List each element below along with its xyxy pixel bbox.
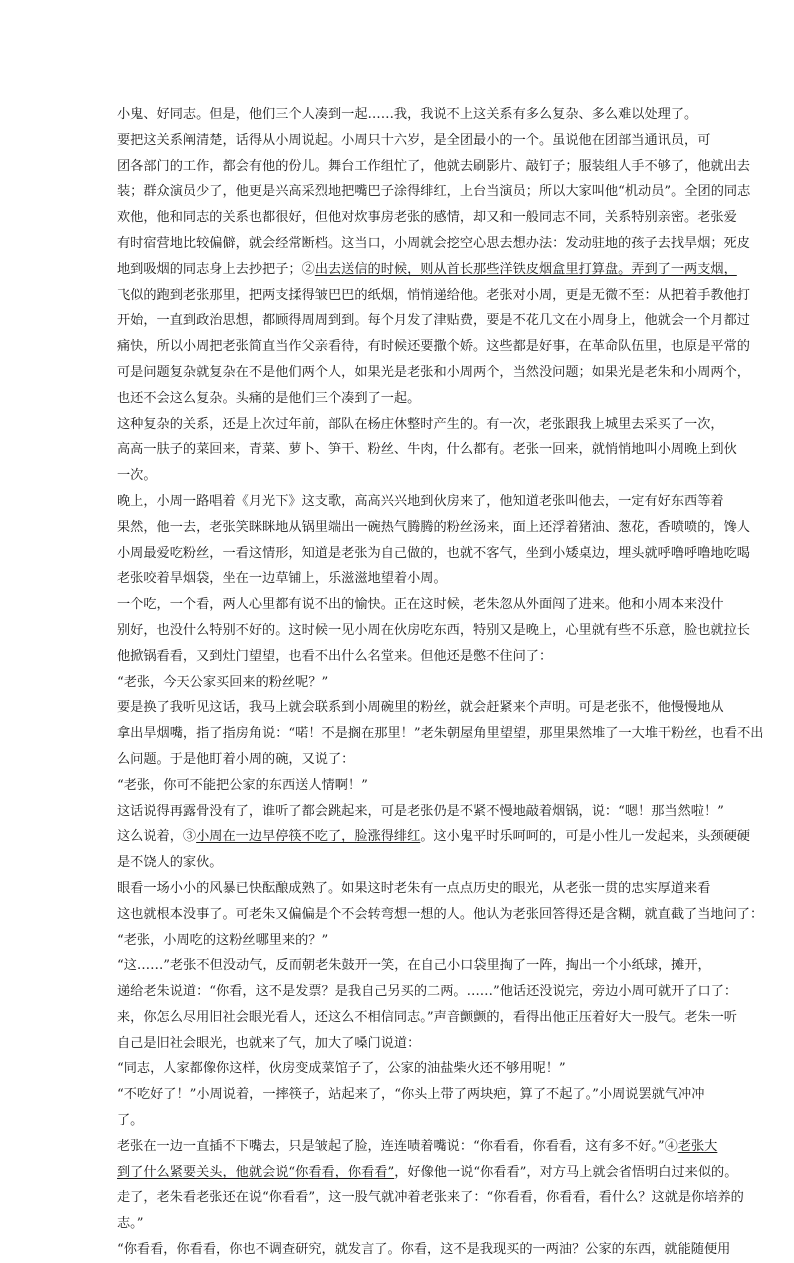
text-line: “老张，今天公家买回来的粉丝呢？” — [117, 674, 329, 690]
text-line: “老张，你可不能把公家的东西送人情啊！” — [117, 777, 368, 793]
text-line: 可是问题复杂就复杂在不是他们两个人，如果光是老张和小周两个，当然没问题；如果光是老朱和小周两个， — [117, 364, 750, 380]
line-suffix: ，好像他一说“你看看”，对方马上就会省悟明白过来似的。 — [394, 1164, 738, 1180]
underlined-sentence-2: 出去送信的时候，则从首长那些洋铁皮烟盒里打算盘。弄到了一两支烟， — [314, 261, 737, 277]
text-line-underlined — [117, 257, 794, 283]
text-line: 也还不会这么复杂。头痛的是他们三个凑到了一起。 — [117, 390, 421, 406]
text-line: 了。 — [117, 1113, 144, 1129]
text-line: 要把这关系阐清楚，话得从小周说起。小周只十六岁，是全团最小的一个。虽说他在团部当通讯员，可 — [117, 132, 711, 148]
line-prefix: 地到吸烟的同志身上去抄把子；② — [117, 261, 315, 277]
underlined-sentence-4b: 到了什么紧要关头，他就会说“你看看，你看看” — [117, 1164, 395, 1180]
text-line: 递给老朱说道：“你看，这不是发票？是我自己另买的二两。……”他话还没说完，旁边小周可就开了口了： — [117, 984, 738, 1000]
underlined-sentence-4a: 老张大 — [677, 1138, 718, 1154]
text-line: 老张咬着旱烟袋，坐在一边草铺上，乐滋滋地望着小周。 — [117, 571, 447, 587]
underlined-sentence-3: 小周在一边早停筷不吃了，脸涨得绯红 — [196, 829, 421, 845]
text-line: 飞似的跑到老张那里，把两支揉得皱巴巴的纸烟，悄悄递给他。老张对小周，更是无微不至：从把着手教他打 — [117, 287, 750, 303]
text-line: 高高一肤子的菜回来，青菜、萝卜、笋干、粉丝、牛肉，什么都有。老张一回来，就悄悄地叫小周晚上到伙 — [117, 442, 737, 458]
text-line: 小周最爱吃粉丝，一看这情形，知道是老张为自己做的，也就不客气，坐到小矮桌边，埋头就呼噜呼噜地吃喝 — [117, 545, 750, 561]
text-line: 这种复杂的关系，还是上次过年前，部队在杨庄休整时产生的。有一次，老张跟我上城里去采买了一次， — [117, 416, 724, 432]
text-line: “老张，小周吃的这粉丝哪里来的？” — [117, 932, 329, 948]
text-line: 有时宿营地比较偏僻，就会经常断档。这当口，小周就会挖空心思去想办法：发动驻地的孩子去找旱烟；死皮 — [117, 235, 750, 251]
text-line: 拿出旱烟嘴，指了指房角说：“喏！不是搁在那里！”老朱朝屋角里望望，那里果然堆了一大堆干粉丝，也看不出 — [117, 726, 764, 742]
text-line: 么问题。于是他盯着小周的碗，又说了： — [117, 751, 355, 767]
text-line: 这话说得再露骨没有了，谁听了都会跳起来，可是老张仍是不紧不慢地敲着烟锅，说：“嗯！那当然啦！” — [117, 803, 724, 819]
text-line: 晚上，小周一路唱着《月光下》这支歌，高高兴兴地到伙房来了，他知道老张叫他去，一定有好东西等着 — [117, 493, 724, 509]
text-line: 是不饶人的家伙。 — [117, 855, 223, 871]
text-line: “你看看，你看看，你也不调查研究，就发言了。你看，这不是我现买的一两油？公家的东西，就能随便用 — [117, 1242, 731, 1258]
line-prefix: 老张在一边一直插不下嘴去，只是皱起了脸，连连啧着嘴说：“你看看，你看看，这有多不好。”④ — [117, 1138, 678, 1154]
text-line: 他掀锅看看，又到灶门望望，也看不出什么名堂来。但他还是憋不住问了： — [117, 648, 553, 664]
text-line: 一个吃，一个看，两人心里都有说不出的愉快。正在这时候，老朱忽从外面闯了进来。他和小周本来没什 — [117, 597, 724, 613]
text-line: “不吃好了！”小周说着，一摔筷子，站起来了，“你头上带了两块疤，算了不起了。”小周说罢就气冲冲 — [117, 1087, 705, 1103]
text-line-underlined — [117, 1160, 794, 1186]
text-line: 团各部门的工作，都会有他的份儿。舞台工作组忙了，他就去刷影片、敲钉子；服装组人手不够了，他就出去 — [117, 158, 750, 174]
text-line: 一次。 — [117, 468, 157, 484]
text-line: 走了，老朱看老张还在说“你看看”，这一股气就冲着老张来了：“你看看，你看看，看什么？这就是你培养的 — [117, 1190, 744, 1206]
text-line-underlined — [117, 824, 794, 850]
text-line: 这也就根本没事了。可老朱又偏偏是个不会转弯想一想的人。他认为老张回答得还是含糊，就直截了当地问了： — [117, 906, 764, 922]
text-line: 痛快，所以小周把老张简直当作父亲看待，有时候还要撒个娇。这些都是好事，在革命队伍里，也原是平常的 — [117, 339, 750, 355]
text-line: 果然，他一去，老张笑眯眯地从锅里端出一碗热气腾腾的粉丝汤来，面上还浮着猪油、葱花，香喷喷的，馋人 — [117, 519, 750, 535]
text-line: “同志，人家都像你这样，伙房变成菜馆子了，公家的油盐柴火还不够用呢！” — [117, 1061, 566, 1077]
text-line: “这……”老张不但没动气，反而朝老朱鼓开一笑，在自己小口袋里掏了一阵，掏出一个小纸球，摊开， — [117, 958, 711, 974]
text-line: 自己是旧社会眼光，也就来了气，加大了嗓门说道： — [117, 1035, 421, 1051]
text-line: 要是换了我听见这话，我马上就会联系到小周碗里的粉丝，就会赶紧来个声明。可是老张不，他慢慢地从 — [117, 700, 724, 716]
text-line: 欢他，他和同志的关系也都很好，但他对炊事房老张的感情，却又和一般同志不同，关系特别亲密。老张爱 — [117, 210, 737, 226]
line-suffix: 。这小鬼平时乐呵呵的，可是小性儿一发起来，头颈硬硬 — [420, 829, 750, 845]
text-line: 志。” — [117, 1216, 144, 1232]
text-line: 小鬼、好同志。但是，他们三个人凑到一起……我，我说不上这关系有多么复杂、多么难以处理了。 — [117, 107, 698, 122]
text-line: 别好，也没什么特别不好的。这时候一见小周在伙房吃东西，特别又是晚上，心里就有些不乐意，脸也就拉长 — [117, 622, 750, 638]
text-line: 来，你怎么尽用旧社会眼光看人，还这么不相信同志。”声音颤颤的，看得出他正压着好大一股气。老朱一听 — [117, 1009, 737, 1025]
text-line: 开始，一直到政治思想，都顾得周周到到。每个月发了津贴费，要是不花几文在小周身上，他就会一个月都过 — [117, 313, 750, 329]
text-line: 装；群众演员少了，他更是兴高采烈地把嘴巴子涂得绯红，上台当演员；所以大家叫他“机动员”。全团的同志 — [117, 184, 751, 200]
article-body — [117, 102, 794, 1263]
text-line-underlined — [117, 1134, 794, 1160]
line-prefix: 这么说着，③ — [117, 829, 197, 845]
text-line: 眼看一场小小的风暴已快酝酿成熟了。如果这时老朱有一点点历史的眼光，从老张一贯的忠实厚道来看 — [117, 880, 711, 896]
